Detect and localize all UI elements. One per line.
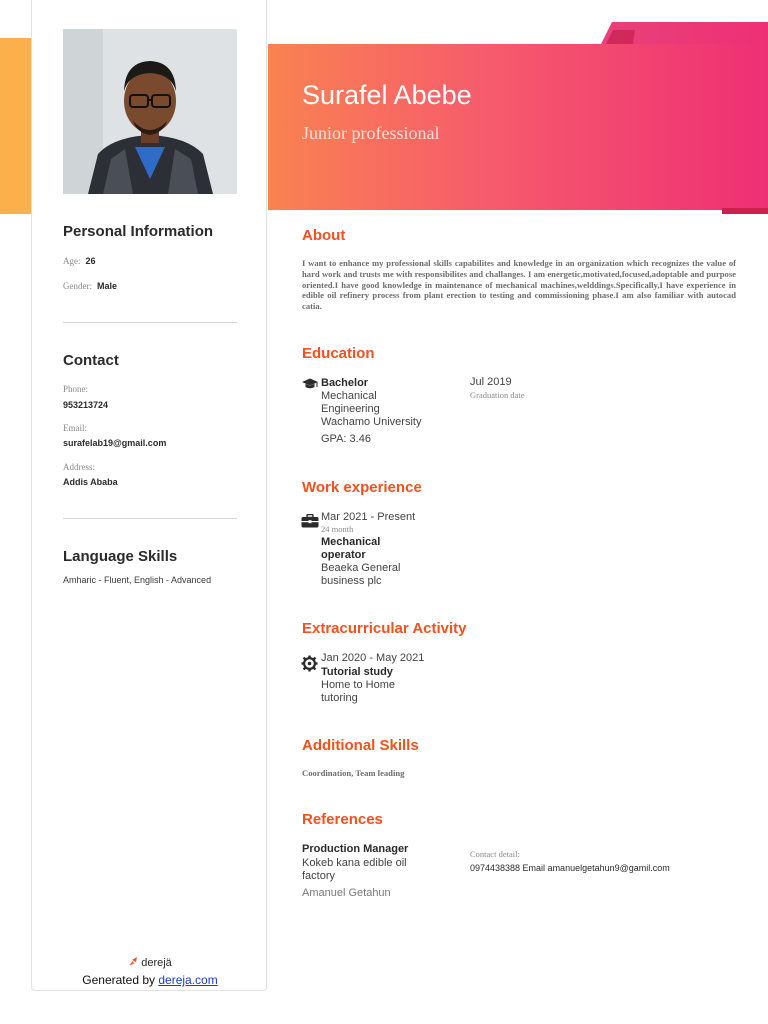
sidebar: [31, 0, 267, 991]
work-period: Mar 2021 - Present: [321, 511, 416, 523]
candidate-name: Surafel Abebe: [302, 80, 472, 110]
age-label: Age:: [63, 256, 81, 266]
about-heading: About: [302, 227, 346, 244]
work-role-line1: Mechanical: [321, 536, 381, 548]
left-decoration-tip: [14, 195, 32, 213]
reference-company-line2: factory: [302, 870, 336, 882]
dereja-logo-text: derejä: [141, 957, 172, 969]
candidate-title: Junior professional: [302, 123, 440, 143]
education-degree: Bachelor: [321, 377, 369, 389]
reference-company-line1: Kokeb kana edible oil: [302, 857, 407, 869]
generated-by: [32, 973, 268, 987]
dereja-link[interactable]: dereja.com: [158, 973, 218, 987]
language-skills-value: Amharic - Fluent, English - Advanced: [63, 575, 212, 585]
education-heading: Education: [302, 345, 375, 362]
contact-heading: Contact: [63, 352, 119, 369]
briefcase-icon: [301, 514, 319, 528]
email-value[interactable]: surafelab19@gmail.com: [63, 438, 167, 448]
reference-contact-value: 0974438388 Email amanuelgetahun9@gamil.com: [470, 863, 670, 873]
work-experience-heading: Work experience: [302, 479, 422, 496]
references-heading: References: [302, 811, 383, 828]
work-duration: 24 month: [321, 524, 354, 534]
education-date-label: Graduation date: [470, 390, 525, 400]
extracurricular-heading: Extracurricular Activity: [302, 620, 467, 637]
generated-by-text: Generated by: [82, 973, 155, 987]
education-field-line2: Engineering: [321, 403, 380, 415]
personal-information-heading: Personal Information: [63, 223, 214, 240]
reference-role: Production Manager: [302, 843, 409, 855]
additional-skills-heading: Additional Skills: [302, 737, 419, 754]
phone-value: 953213724: [63, 400, 109, 410]
gender-value: Male: [97, 281, 118, 291]
education-gpa: GPA: 3.46: [321, 433, 371, 445]
header-decoration-bottom: [722, 208, 768, 214]
address-label: Address:: [63, 462, 95, 472]
gear-icon: [301, 655, 319, 671]
email-label: Email:: [63, 423, 87, 433]
sidebar-divider: [63, 322, 237, 323]
profile-photo: [63, 29, 237, 194]
extracurricular-org-line1: Home to Home: [321, 679, 395, 691]
additional-skills-value: Coordination, Team leading: [302, 768, 405, 778]
dereja-logo: [32, 956, 268, 970]
work-company-line2: business plc: [321, 575, 382, 587]
education-date: Jul 2019: [470, 376, 512, 388]
education-field-line1: Mechanical: [321, 390, 377, 402]
work-role-line2: operator: [321, 549, 366, 561]
graduation-cap-icon: [301, 377, 319, 391]
reference-name: Amanuel Getahun: [302, 887, 391, 899]
reference-contact-label: Contact detail:: [470, 849, 520, 859]
age-value: 26: [85, 256, 96, 266]
gender-row: [63, 281, 117, 291]
extracurricular-title: Tutorial study: [321, 666, 393, 678]
phone-label: Phone:: [63, 384, 89, 394]
language-skills-heading: Language Skills: [63, 548, 178, 565]
address-value: Addis Ababa: [63, 477, 118, 487]
sidebar-divider: [63, 518, 237, 519]
education-school: Wachamo University: [321, 416, 422, 428]
dereja-logo-icon: [128, 956, 139, 970]
age-row: [63, 256, 96, 266]
profile-photo-illustration: [63, 29, 237, 194]
extracurricular-org-line2: tutoring: [321, 692, 358, 704]
about-text: I want to enhance my professional skills capabilites and knowledge in an organization which recognizes the value of hard work and trusts me with responsibilites and challanges. I am energetic,motivated,focused,adoptable and purpose oriented.I have good knowledge in maintenance of mechanical machines,welddings.Specifically,I have experience in edible oil refinery process from plant erection to testing and commissioning phase.I am also familiar with autocad catia.: [302, 258, 736, 312]
gender-label: Gender:: [63, 281, 92, 291]
extracurricular-period: Jan 2020 - May 2021: [321, 652, 425, 664]
work-company-line1: Beaeka General: [321, 562, 401, 574]
